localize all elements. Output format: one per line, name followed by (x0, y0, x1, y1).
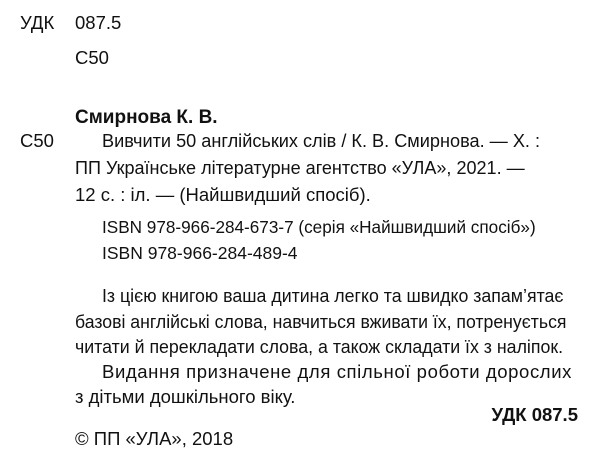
bibliographic-line (102, 132, 549, 151)
annotation-line (102, 287, 583, 306)
isbn-line-text: ISBN 978-966-284-489-4 (102, 243, 298, 263)
annotation-line-text: читати й перекладати слова, а також складати їх з наліпок. (75, 336, 564, 357)
bibliographic-line-text: ПП Українське літературне агентство «УЛА», 2021. — (75, 157, 525, 178)
bibliographic-line-text: 12 с. : іл. — (Найшвидший спосіб). (75, 184, 371, 205)
annotation-line-text: Із цією книгою ваша дитина легко та швидко запам’ятає (102, 285, 564, 306)
udk-code: 087.5 (75, 12, 122, 33)
annotation-line (102, 363, 572, 382)
annotation-line (75, 388, 295, 407)
isbn-line (102, 245, 298, 263)
copyright-notice: © ПП «УЛА», 2018 (75, 428, 234, 449)
annotation-line (75, 338, 583, 357)
annotation-line-text: базові англійські слова, навчиться вживати їх, потренується (75, 311, 567, 332)
bibliographic-line (75, 159, 536, 178)
annotation-line-text: Видання призначене для спільної роботи дорослих (102, 361, 572, 382)
bibliographic-line-text: Вивчити 50 англійських слів / К. В. Смирнова. — Х. : (102, 130, 541, 151)
udk-label: УДК (20, 12, 55, 33)
isbn-line-text: ISBN 978-966-284-673-7 (серія «Найшвидший спосіб») (102, 217, 536, 237)
bbk-code: С50 (75, 47, 109, 68)
annotation-line-text: з дітьми дошкільного віку. (75, 386, 296, 407)
isbn-line (102, 219, 545, 237)
card-left-code: С50 (20, 130, 54, 151)
annotation-line (75, 313, 590, 332)
udk-bottom: УДК 087.5 (491, 404, 578, 425)
author-name: Смирнова К. В. (75, 107, 218, 128)
bibliographic-line (75, 186, 371, 205)
